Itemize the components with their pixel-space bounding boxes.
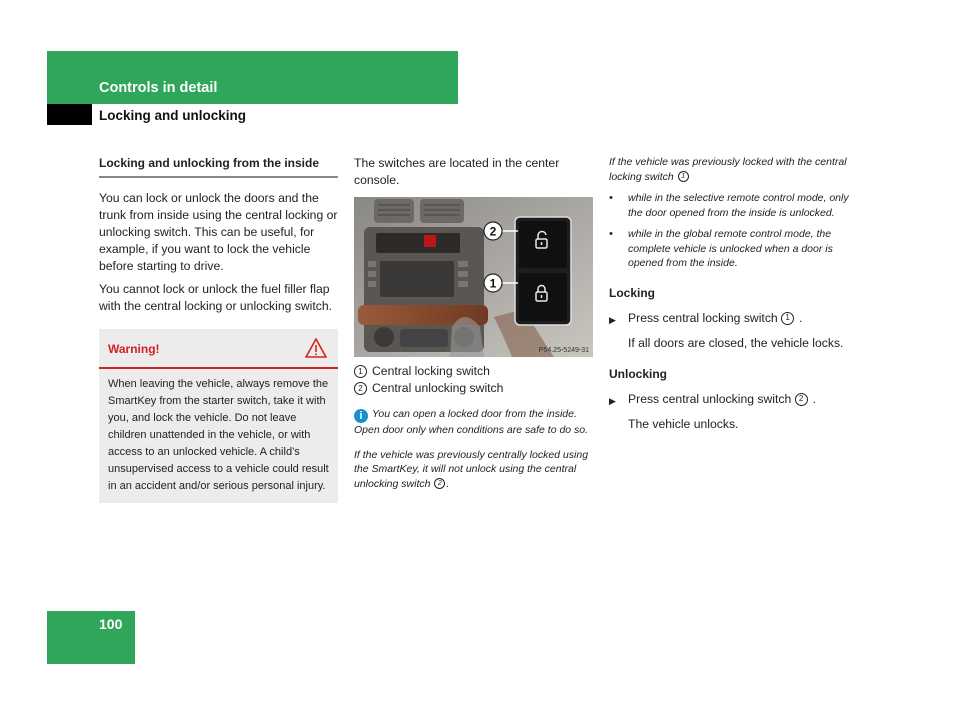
section-marker bbox=[47, 104, 92, 125]
bullet-dot: • bbox=[609, 228, 613, 240]
step-item: ▶ Press central locking switch 1 . bbox=[609, 310, 849, 329]
locking-heading: Locking bbox=[609, 285, 656, 300]
bullet-item: • while in the global remote control mode, the complete vehicle is unlocked when a door is opened from the inside. bbox=[609, 228, 833, 269]
callout-number: 1 bbox=[354, 365, 367, 378]
warning-box bbox=[99, 329, 338, 503]
bullet-item: • while in the selective remote control mode, only the door opened from the inside is unlocked. bbox=[609, 192, 849, 219]
section-title: Locking and unlocking bbox=[99, 108, 247, 123]
chapter-title: Controls in detail bbox=[99, 80, 218, 96]
warning-header bbox=[99, 329, 338, 369]
column-right bbox=[609, 155, 849, 439]
legend-item bbox=[354, 380, 593, 397]
callout-number: 2 bbox=[795, 393, 808, 406]
callout-2: 2 bbox=[489, 224, 497, 239]
step-result: If all doors are closed, the vehicle locks. bbox=[628, 335, 844, 350]
warning-label: Warning! bbox=[108, 342, 160, 356]
callout-number: 1 bbox=[678, 171, 689, 182]
bullet-dot: • bbox=[609, 192, 613, 204]
header-band bbox=[47, 51, 458, 104]
paragraph: You can lock or unlock the doors and the trunk from inside using the central locking or unlocking switch. This can be useful, for example, if you want to lock the vehicle before starting to drive. bbox=[99, 191, 338, 273]
legend-text: Central locking switch bbox=[372, 364, 490, 378]
paragraph: You cannot lock or unlock the fuel filler flap with the central locking or unlocking switch. bbox=[99, 282, 333, 313]
column-middle bbox=[354, 155, 593, 497]
note: If the vehicle was previously centrally locked using the SmartKey, it will not unlock using the central unlocking switch 2 . bbox=[354, 448, 589, 490]
info-icon: i bbox=[354, 409, 368, 423]
figure-code: P54.25-5249-31 bbox=[538, 347, 589, 354]
note: If the vehicle was previously locked with the central locking switch 1 bbox=[609, 156, 847, 183]
page-number: 100 bbox=[99, 616, 123, 632]
column-left bbox=[99, 155, 338, 503]
bullet-arrow-icon: ▶ bbox=[609, 395, 616, 406]
legend-item bbox=[354, 363, 593, 380]
callout-number: 2 bbox=[434, 478, 445, 489]
console-illustration bbox=[354, 197, 593, 357]
bullet-arrow-icon: ▶ bbox=[609, 314, 616, 325]
unlocking-heading: Unlocking bbox=[609, 366, 668, 381]
step-item: ▶ Press central unlocking switch 2 . bbox=[609, 391, 849, 410]
warning-triangle-icon bbox=[305, 337, 327, 359]
callout-1: 1 bbox=[489, 276, 497, 291]
center-console-photo bbox=[354, 197, 593, 357]
info-note: i You can open a locked door from the inside. Open door only when conditions are safe to do so. bbox=[354, 408, 589, 437]
callout-number: 2 bbox=[354, 382, 367, 395]
callout-number: 1 bbox=[781, 312, 794, 325]
subheading: Locking and unlocking from the inside bbox=[99, 155, 338, 178]
legend-text: Central unlocking switch bbox=[372, 381, 504, 395]
paragraph: The switches are located in the center console. bbox=[354, 156, 560, 187]
warning-text: When leaving the vehicle, always remove the SmartKey from the starter switch, take it with you, and lock the vehicle. Do not leave children unattended in the vehicle, or with access to an unlocked vehicle. A child’s unsupervised access to a vehicle could result in an accident and/or serious personal injury. bbox=[108, 378, 329, 492]
step-result: The vehicle unlocks. bbox=[628, 416, 739, 431]
